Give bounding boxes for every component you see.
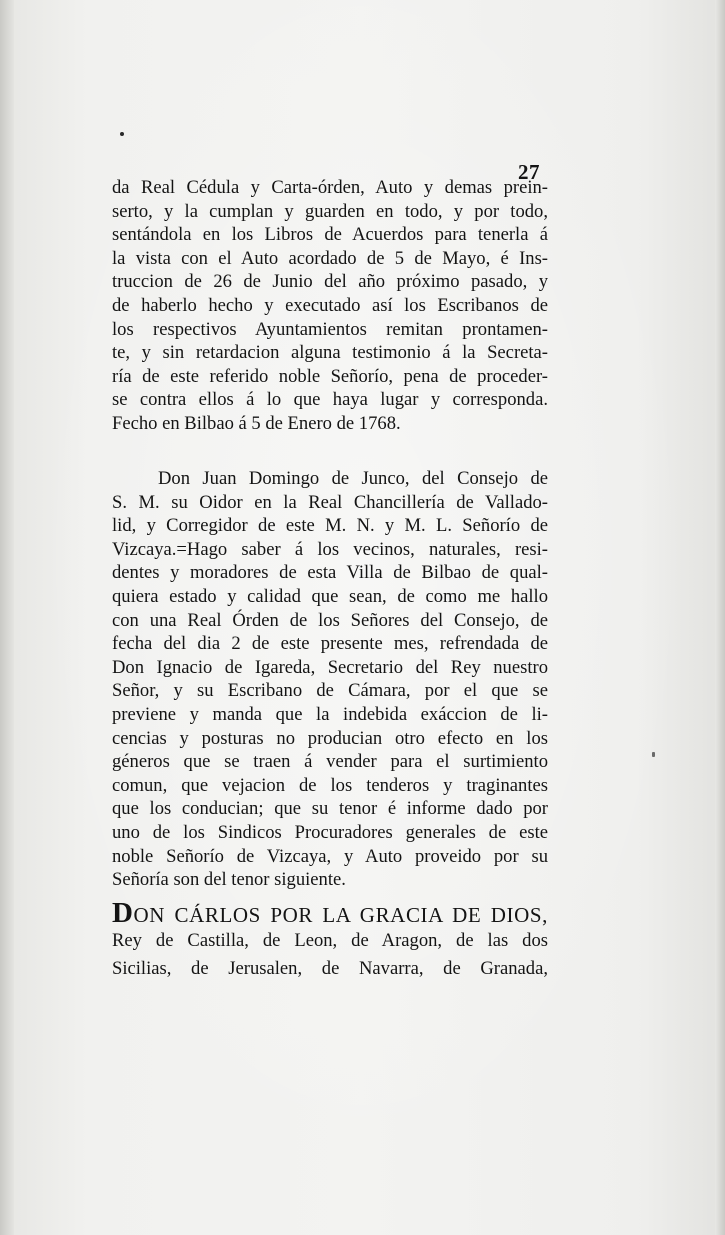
text-line: truccion de 26 de Junio del año próximo pasado, y (112, 271, 548, 293)
page-number: 27 (518, 160, 540, 184)
drop-cap: D (112, 899, 134, 927)
text-line: previene y manda que la indebida exáccion de li- (112, 703, 548, 725)
paragraph-3 (112, 899, 548, 983)
text-line: Vizcaya.=Hago saber á los vecinos, naturales, resi- (112, 538, 548, 560)
text-line: lid, y Corregidor de este M. N. y M. L. Señorío de (112, 515, 548, 537)
text-line: se contra ellos á lo que haya lugar y corresponda. (112, 389, 548, 411)
text-line: quiera estado y calidad que sean, de como me hallo (112, 585, 548, 607)
ink-speck (652, 752, 655, 757)
text-line: noble Señorío de Vizcaya, y Auto proveido por su (112, 845, 548, 867)
heading-text: ON CÁRLOS POR LA GRACIA DE DIOS, (133, 903, 548, 927)
text-line: uno de los Sindicos Procuradores generales de este (112, 821, 548, 843)
text-line: Señor, y su Escribano de Cámara, por el que se (112, 680, 548, 702)
page-right-edge (715, 0, 725, 1235)
heading-line (112, 899, 548, 927)
text-line: Señoría son del tenor siguiente. (112, 869, 346, 891)
text-line: géneros que se traen á vender para el surtimiento (112, 751, 548, 773)
text-line: los respectivos Ayuntamientos remitan prontamen- (112, 318, 548, 340)
text-line: te, y sin retardacion alguna testimonio á la Secreta- (112, 342, 548, 364)
text-line: sentándola en los Libros de Acuerdos para tenerla á (112, 224, 548, 246)
text-line: fecha del dia 2 de este presente mes, refrendada de (112, 633, 548, 655)
text-line: serto, y la cumplan y guarden en todo, y por todo, (112, 200, 548, 222)
text-line: S. M. su Oidor en la Real Chancillería de Vallado- (112, 491, 548, 513)
text-line: Rey de Castilla, de Leon, de Aragon, de las dos (112, 930, 548, 951)
text-line: comun, que vejacion de los tenderos y traginantes (112, 774, 548, 796)
text-line: Don Ignacio de Igareda, Secretario del Rey nuestro (112, 656, 548, 678)
page-left-edge (0, 0, 14, 1235)
paragraph-2 (112, 467, 548, 892)
text-line: ría de este referido noble Señorío, pena de proceder- (112, 365, 548, 387)
ink-dot (120, 132, 124, 136)
text-line: Sicilias, de Jerusalen, de Navarra, de Granada, (112, 958, 548, 979)
text-line: que los conducian; que su tenor é informe dado por (112, 798, 548, 820)
text-line: da Real Cédula y Carta-órden, Auto y demas prein- (112, 177, 548, 198)
text-line: dentes y moradores de esta Villa de Bilbao de qual- (112, 562, 548, 584)
text-line: con una Real Órden de los Señores del Consejo, de (112, 609, 548, 631)
text-line: Don Juan Domingo de Junco, del Consejo de (158, 468, 548, 489)
text-line: de haberlo hecho y executado así los Escribanos de (112, 294, 548, 316)
text-line: la vista con el Auto acordado de 5 de Mayo, é Ins- (112, 247, 548, 269)
text-line: Fecho en Bilbao á 5 de Enero de 1768. (112, 412, 401, 434)
paragraph-1 (112, 176, 548, 436)
text-line: cencias y posturas no producian otro efecto en los (112, 727, 548, 749)
